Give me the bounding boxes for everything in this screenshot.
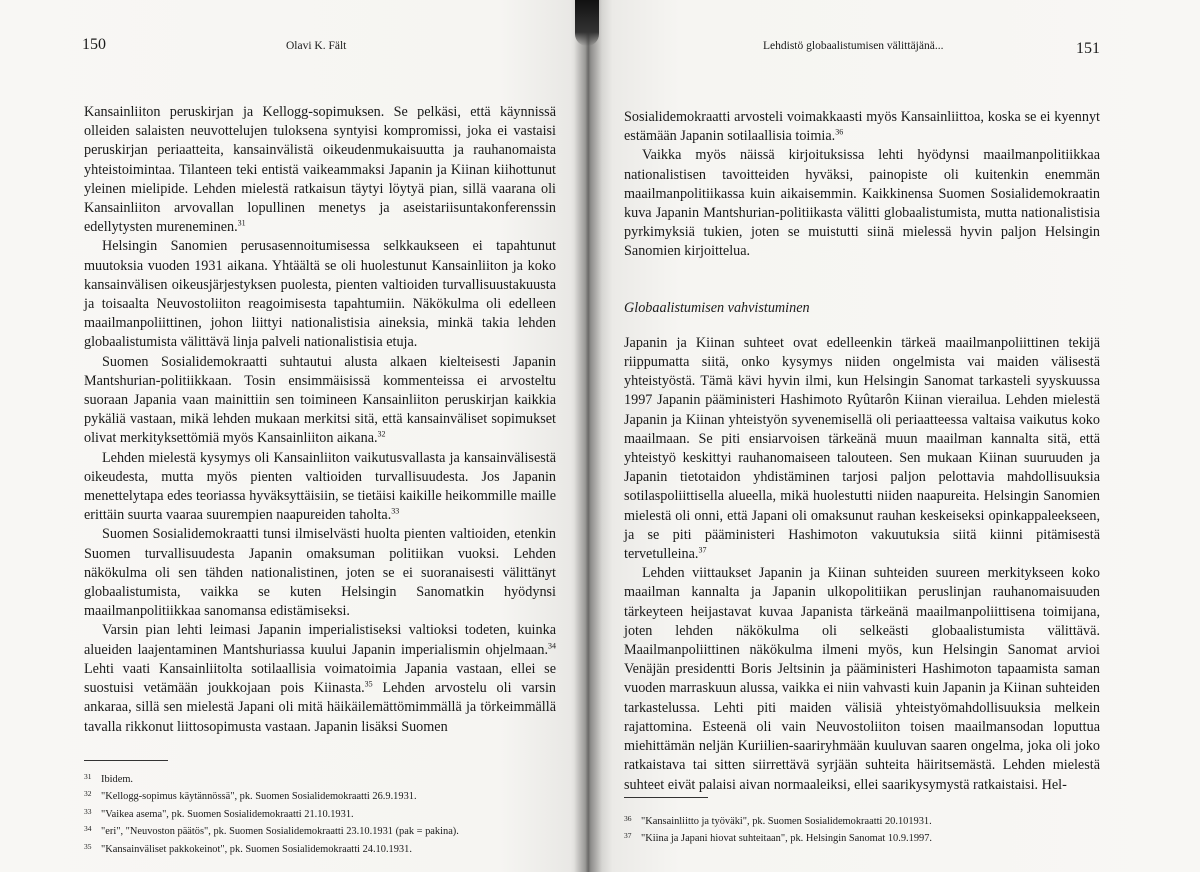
footnote-ref: 31: [237, 218, 246, 228]
section-heading: Globaalistumisen vahvistuminen: [624, 299, 810, 316]
footnote: 35 "Kansainväliset pakkokeinot", pk. Suomen Sosialidemokraatti 24.10.1931.: [84, 841, 412, 855]
binding-shadow: [575, 0, 599, 46]
body-text: [624, 108, 1100, 795]
paragraph: Kansainliiton peruskirjan ja Kellogg-sopimuksen. Se pelkäsi, että käynnissä olleiden salaisten neuvottelujen tuloksena syntyisi kompromissi, joka ei vastaisi peruskirjan periaatteita, kansainvälistä oikeudenmukaisuutta ja rauhanomaista yhteistoimintaa. Tilanteen teki entistä vaikeammaksi Japanin ja Kiinan kiihottunut yleinen mielipide. Lehden mielestä ratkaisun täytyi löytyä pian, sillä vaarana oli Kansainliiton arvovallan lopullinen menetys ja aseistariisuntakonferenssin edellytysten mureneminen.$^{31}$: [84, 104, 556, 236]
running-head: Olavi K. Fält: [286, 40, 347, 52]
page-number: 151: [1076, 40, 1100, 57]
right-page: [588, 0, 1200, 872]
paragraph: Suomen Sosialidemokraatti tunsi ilmiselvästi huolta pienten valtioiden, etenkin Suomen turvallisuudesta Japanin omaksuman politiikan vuoksi. Lehden näkökulma oli sen tähden nationalistinen, joten se ei suoranaisesti välittänyt globaalistumista, vaikka se kuten Helsingin Sanomatkin hyödynsi maailmanpolitiikkaa sanomansa edistämiseksi.: [84, 526, 556, 620]
footnote: 31 Ibidem.: [84, 772, 134, 785]
paragraph: Vaikka myös näissä kirjoituksissa lehti hyödynsi maailmanpolitiikkaa nationalistisen tavoitteiden hyväksi, painopiste oli kuitenkin enemmän maailmanpolitiikassa kuin aikaisemmin. Kaikkinensa Suomen Sosialidemokraatin kuva Japanin Mantshurian-politiikasta välitti globaalistumista, mutta nationalistisia pyrkimyksiä tukien, joten se muistutti siinä mielessä hyvin paljon Helsingin Sanomien kirjoittelua.: [624, 147, 1100, 260]
paragraph: Suomen Sosialidemokraatti suhtautui alusta alkaen kielteisesti Japanin Mantshurian-politiikkaan. Tosin ensimmäisissä kommenteissa ei arvosteltu suoraan Japania vaan mainittiin sen toimineen Kansainliiton peruskirjan kaikkia pykäliä vastaan, mikä lehden mukaan merkitsi sitä, että kansainväliset sopimukset olivat merkityksettömiä myös Kansainliiton aikana.$^{32}$: [84, 353, 556, 447]
left-page: [0, 0, 588, 872]
footnotes: [624, 812, 1094, 847]
footnote: 33 "Vaikea asema", pk. Suomen Sosialidemokraatti 21.10.1931.: [84, 806, 354, 820]
paragraph: Sosialidemokraatti arvosteli voimakkaasti myös Kansainliittoa, koska se ei kyennyt estämään Japanin sotilaallisia toimia.$^{36}$: [624, 109, 1100, 145]
footnote: 32 "Kellogg-sopimus käytännössä", pk. Suomen Sosialidemokraatti 26.9.1931.: [84, 789, 417, 803]
footnote-ref: 35: [364, 679, 373, 689]
book-gutter: [574, 0, 602, 872]
footnote-ref: 37: [698, 545, 707, 555]
paragraph: Lehden viittaukset Japanin ja Kiinan suhteiden suureen merkitykseen koko maailman kannalta ja Japanin ulkopolitiikan peruslinjan rauhanomaisuuden tärkeyteen heijastavat kuvaa Japanista tärkeänä maailmanpoliittisena toimijana, joten lehden näkökulma oli selkeästi globaalistumista välittävä. Maailmanpoliittinen näkökulma ilmeni myös, kun Helsingin Sanomat arvioi Venäjän presidentti Boris Jeltsinin ja pääministeri Hashimoton tapaamista saman vuoden marraskuun alussa, vaikka ei niin vahvasti kuin Japanin ja Kiinan suhteiden tarkastelussa. Lehti piti maiden välisiä yhteistyömahdollisuuksia melkein rajattomina. Esteenä oli vain Neuvostoliiton toisen maailmansodan loputtua miehittämän neljän Kuriilien-saariryhmään kuuluvan saaren ongelma, joka oli joko ratkaistava tai sitten siirrettävä syrjään suhteita häiritsemästä. Lehden mielestä suhteet eivät palaisi aivan normaaleiksi, ellei saarikysymystä ratkaistaisi. Hel-: [624, 565, 1100, 793]
paragraph: Helsingin Sanomien perusasennoitumisessa selkkaukseen ei tapahtunut muutoksia vuoden 1931 aikana. Yhtäältä se oli huolestunut Kansainliiton ja koko kansainvälisen oikeusjärjestyksen puolesta, pienten valtioiden turvallisuustakuusta ja toisaalta Neuvostoliiton reagoimisesta tapahtumiin. Näkökulma oli edelleen maailmanpoliittinen, johon liittyi nationalistisia aineksia, minkä takia lehden globaalistumista välittävä linja palveli nationalistisia etuja.: [84, 238, 556, 351]
paragraph: Lehden mielestä kysymys oli Kansainliiton vaikutusvallasta ja kansainvälisestä oikeudesta, mutta myös pienten valtioiden turvallisuudesta. Jos Japanin menettelytapa edes teoriassa hyväksyttäisiin, se tietäisi kaikille heikommille maille erittäin suurta vaaraa suurempien naapureiden taholta.$^{33}$: [84, 449, 556, 524]
footnotes: [84, 770, 554, 857]
page-number: 150: [82, 36, 106, 53]
footnote-ref: 33: [391, 506, 400, 516]
footnote: 37 "Kiina ja Japani hiovat suhteitaan", pk. Helsingin Sanomat 10.9.1997.: [624, 831, 933, 845]
paragraph: Varsin pian lehti leimasi Japanin imperialistiseksi valtioksi todeten, kuinka alueiden laajentaminen Mantshuriassa kuului Japanin imperialismin ohjelmaan.$^{34}$ Lehti vaati Kansainliitolta sotilaallisia voimatoimia Japania vastaan, ellei se suostuisi vetämään joukkojaan pois Kiinasta.$^{35}$ Lehden arvostelu oli varsin ankaraa, sillä sen mielestä Japani oli mitä häikäilemättömimmällä ja törkeimmällä tavalla rikkonut liittosopimusta vastaan. Japanin lisäksi Suomen: [84, 622, 556, 735]
footnote-rule: [84, 760, 168, 761]
paragraph: Japanin ja Kiinan suhteet ovat edelleenkin tärkeä maailmanpoliittinen tekijä riippumatta siitä, onko kysymys niiden ongelmista vai maiden välisestä yhteistyöstä. Tämä kävi hyvin ilmi, kun Helsingin Sanomat tarkasteli syyskuussa 1997 Japanin pääministeri Hashimoto Ryûtarôn Kiinan vierailua. Lehden mielestä Japanin ja Kiinan yhteistyön syvenemisellä oli periaatteessa valtaisa vaikutus koko maailmaan. Se piti ensiarvoisen tärkeänä muun maailman kannalta sitä, että yhteistyö keskittyi rauhanomaiseen talouteen. Sen mukaan Kiinan suuruuden ja Japanin tietotaidon yhdistäminen tarjosi paljon pelottavia mahdollisuuksia sotilaspoliittisella alueella, mikä huolestutti niiden naapureita. Helsingin Sanomien mielestä oli onni, että Japani oli omaksunut rauhan keskeiseksi opinkappaleekseen, ja se piti pääministeri Hashimoton vakuutuksia siitä kiinni pitämisestä tervetulleina.$^{37}$: [624, 334, 1100, 563]
footnote: 34 "eri", "Neuvoston päätös", pk. Suomen Sosialidemokraatti 23.10.1931 (pak = pakina).: [84, 824, 459, 838]
footnote-ref: 32: [377, 429, 386, 439]
footnote-ref: 36: [835, 127, 844, 137]
footnote: 36 "Kansainliitto ja työväki", pk. Suomen Sosialidemokraatti 20.101931.: [624, 814, 932, 827]
footnote-rule: [624, 797, 708, 798]
body-text: [84, 103, 556, 737]
footnote-ref: 34: [548, 640, 556, 650]
running-head: Lehdistö globaalistumisen välittäjänä...: [763, 40, 944, 52]
